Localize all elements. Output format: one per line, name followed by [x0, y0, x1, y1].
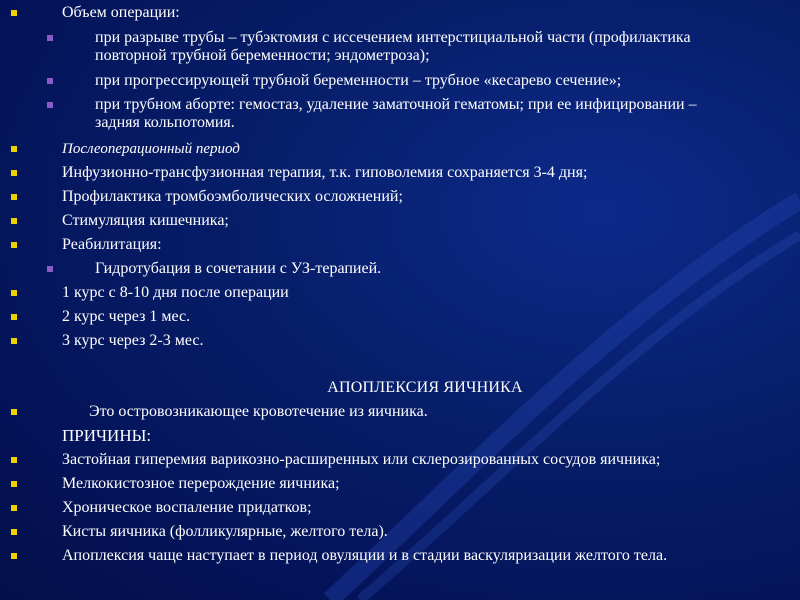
list-item: 2 курс через 1 мес.	[62, 308, 191, 325]
bullet	[11, 290, 17, 296]
causes-heading: ПРИЧИНЫ:	[62, 426, 152, 445]
bullet	[11, 338, 17, 344]
sub-bullet	[47, 102, 53, 108]
bullet	[11, 553, 17, 559]
sub-bullet	[47, 78, 53, 84]
list-item: при прогрессирующей трубной беременности – трубное «кесарево сечение»;	[95, 72, 622, 89]
section-title: АПОПЛЕКСИЯ ЯИЧНИКА	[327, 379, 523, 396]
list-item: Гидротубация в сочетании с УЗ-терапией.	[95, 260, 382, 277]
bullet	[11, 218, 17, 224]
list-item: Инфузионно-трансфузионная терапия, т.к. гиповолемия сохраняется 3-4 дня;	[62, 164, 588, 181]
bullet	[11, 146, 17, 152]
list-item: Апоплексия чаще наступает в период овуляции и в стадии васкуляризации желтого тела.	[62, 547, 668, 564]
list-item: 3 курс через 2-3 мес.	[62, 332, 204, 349]
bullet	[11, 314, 17, 320]
list-item: Профилактика тромбоэмболических осложнений;	[62, 188, 403, 205]
bullet	[11, 10, 17, 16]
list-item: 1 курс с 8-10 дня после операции	[62, 284, 289, 301]
bullet	[11, 194, 17, 200]
operation-scope-heading: Объем операции:	[62, 4, 180, 21]
sub-bullet	[47, 35, 53, 41]
bullet	[11, 529, 17, 535]
definition-text: Это островозникающее кровотечение из яичника.	[89, 403, 428, 420]
list-item: при трубном аборте: гемостаз, удаление заматочной гематомы; при ее инфицировании – задняя кольпотомия.	[95, 96, 697, 131]
list-item: при разрыве трубы – тубэктомия с иссечением интерстициальной части (профилактика повторной трубной беременности; эндометроза);	[95, 29, 691, 64]
list-item: Застойная гиперемия варикозно-расширенных или склерозированных сосудов яичника;	[62, 451, 661, 468]
list-item: Кисты яичника (фолликулярные, желтого тела).	[62, 523, 388, 540]
list-item: Хроническое воспаление придатков;	[62, 499, 312, 516]
list-item: Стимуляция кишечника;	[62, 212, 229, 229]
bullet	[11, 481, 17, 487]
bullet	[11, 242, 17, 248]
list-item: Реабилитация:	[62, 236, 162, 253]
bullet	[11, 505, 17, 511]
bullet	[11, 409, 17, 415]
list-item: Мелкокистозное перерождение яичника;	[62, 475, 340, 492]
postop-heading: Послеоперационный период	[62, 141, 240, 157]
bullet	[11, 170, 17, 176]
bullet	[11, 457, 17, 463]
sub-bullet	[47, 266, 53, 272]
